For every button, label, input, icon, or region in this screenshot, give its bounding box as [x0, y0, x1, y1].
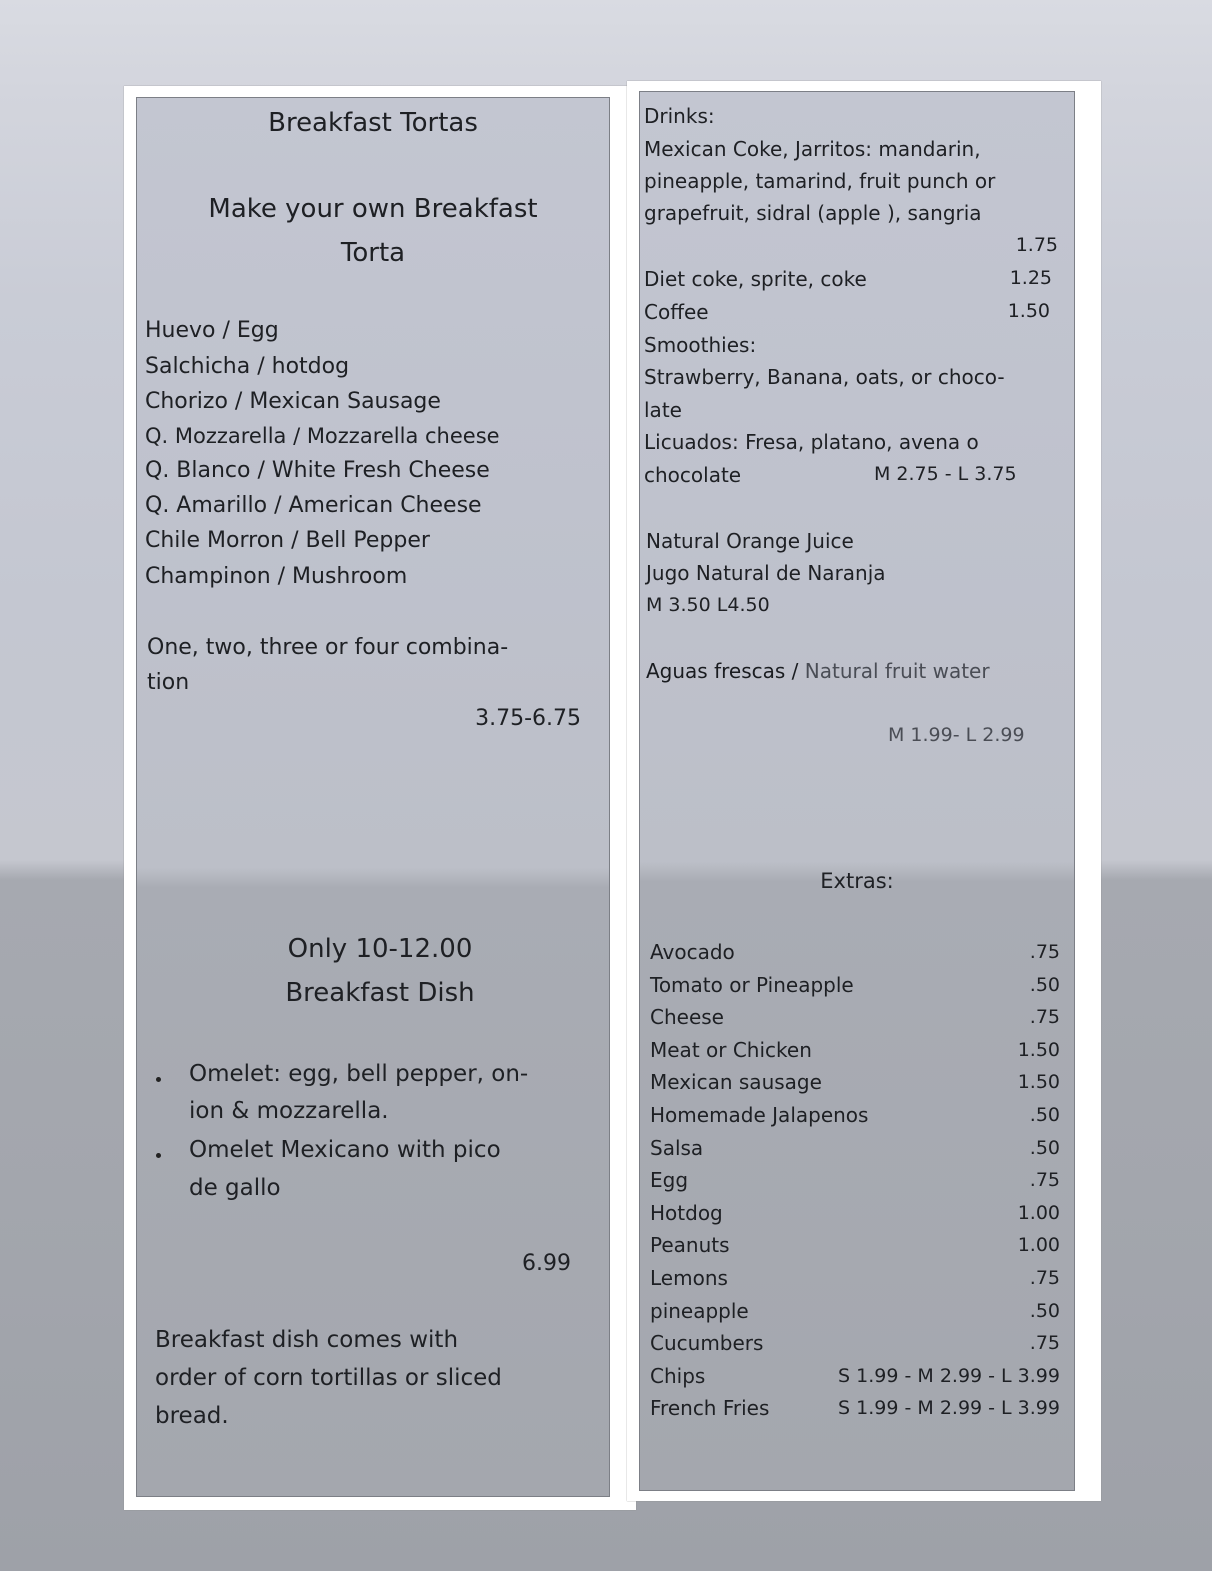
- coffee-label: Coffee: [644, 300, 709, 324]
- licuados-price: M 2.75 - L 3.75: [874, 463, 1017, 485]
- extra-item-name: Cucumbers: [650, 1331, 764, 1355]
- extra-item-name: Salsa: [650, 1136, 704, 1160]
- extra-item-name: Tomato or Pineapple: [650, 973, 854, 997]
- licuados-text: Licuados: Fresa, platano, avena o: [644, 430, 979, 454]
- licuados-text: chocolate: [644, 463, 742, 487]
- extra-item-name: Mexican sausage: [650, 1070, 822, 1094]
- extra-item-price: .50: [1029, 1104, 1060, 1126]
- section-title-breakfast-tortas: Breakfast Tortas: [268, 108, 478, 138]
- right-menu-panel-inner: [639, 91, 1075, 1491]
- drinks-header: Drinks:: [644, 104, 715, 128]
- extra-item-name: Egg: [650, 1168, 689, 1192]
- extra-item-price: 1.50: [1017, 1039, 1060, 1061]
- ingredient-item: Q. Blanco / White Fresh Cheese: [145, 458, 490, 483]
- extra-item-price: S 1.99 - M 2.99 - L 3.99: [838, 1365, 1060, 1387]
- extra-item-price: 1.00: [1017, 1234, 1060, 1256]
- extra-item-name: pineapple: [650, 1299, 749, 1323]
- aguas-frescas-price: M 1.99- L 2.99: [888, 724, 1025, 746]
- smoothies-header: Smoothies:: [644, 333, 757, 357]
- diet-coke-label: Diet coke, sprite, coke: [644, 267, 867, 291]
- dish-title-breakfast-dish: Breakfast Dish: [285, 978, 475, 1008]
- extra-item-price: .75: [1029, 1332, 1060, 1354]
- extra-item-price: S 1.99 - M 2.99 - L 3.99: [838, 1397, 1060, 1419]
- smoothies-text: Strawberry, Banana, oats, or choco-: [644, 365, 1005, 389]
- ingredient-item: Chile Morron / Bell Pepper: [145, 528, 430, 553]
- subtitle-make-your-own: Make your own Breakfast: [208, 194, 538, 224]
- drinks-text: Mexican Coke, Jarritos: mandarin,: [644, 137, 981, 161]
- extras-header: Extras:: [820, 869, 894, 893]
- drinks-price: 1.75: [1015, 234, 1058, 256]
- extra-item-name: French Fries: [650, 1396, 770, 1420]
- combination-price: 3.75-6.75: [475, 706, 581, 731]
- dish-title-hours: Only 10-12.00: [287, 934, 473, 964]
- ingredient-item: Chorizo / Mexican Sausage: [145, 389, 441, 414]
- extra-item-name: Lemons: [650, 1266, 728, 1290]
- dish-note: bread.: [155, 1403, 229, 1429]
- extra-item-price: .75: [1029, 941, 1060, 963]
- bullet-icon: [156, 1153, 161, 1158]
- subtitle-torta: Torta: [340, 238, 406, 268]
- dish-price: 6.99: [522, 1251, 571, 1276]
- orange-juice-label: Natural Orange Juice: [646, 529, 854, 553]
- extra-item-price: .75: [1029, 1267, 1060, 1289]
- ingredient-item: Q. Amarillo / American Cheese: [145, 493, 482, 518]
- orange-juice-price: M 3.50 L4.50: [646, 594, 770, 616]
- extra-item-name: Meat or Chicken: [650, 1038, 812, 1062]
- dish-note: order of corn tortillas or sliced: [155, 1365, 502, 1391]
- extra-item-name: Cheese: [650, 1005, 724, 1029]
- extra-item-price: 1.50: [1017, 1071, 1060, 1093]
- left-menu-panel: [124, 86, 636, 1510]
- extra-item-name: Peanuts: [650, 1233, 730, 1257]
- aguas-frescas-label: [646, 659, 990, 683]
- dish-item-text: ion & mozzarella.: [189, 1098, 389, 1124]
- extra-item-name: Homemade Jalapenos: [650, 1103, 869, 1127]
- extra-item-price: .50: [1029, 1300, 1060, 1322]
- bullet-icon: [156, 1077, 161, 1082]
- aguas-frescas-label-es: Aguas frescas /: [646, 659, 799, 683]
- coffee-price: 1.50: [1007, 300, 1050, 322]
- dish-item-text: Omelet: egg, bell pepper, on-: [189, 1061, 529, 1087]
- right-menu-panel: [627, 81, 1101, 1501]
- ingredient-item: Salchicha / hotdog: [145, 354, 350, 379]
- smoothies-text: late: [644, 398, 682, 422]
- left-menu-panel-inner: [136, 97, 610, 1497]
- extra-item-price: .50: [1029, 1137, 1060, 1159]
- diet-coke-price: 1.25: [1009, 267, 1052, 289]
- extra-item-name: Hotdog: [650, 1201, 723, 1225]
- ingredient-item: Huevo / Egg: [145, 318, 279, 343]
- ingredient-item: Champinon / Mushroom: [145, 564, 408, 589]
- extra-item-price: .75: [1029, 1006, 1060, 1028]
- extra-item-name: Chips: [650, 1364, 706, 1388]
- combination-text: One, two, three or four combina-: [147, 635, 509, 660]
- orange-juice-label-es: Jugo Natural de Naranja: [646, 561, 886, 585]
- combination-text: tion: [147, 670, 190, 695]
- drinks-text: grapefruit, sidral (apple ), sangria: [644, 201, 982, 225]
- ingredient-item: Q. Mozzarella / Mozzarella cheese: [145, 424, 500, 448]
- aguas-frescas-label-en: Natural fruit water: [798, 659, 990, 683]
- extra-item-price: 1.00: [1017, 1202, 1060, 1224]
- dish-item-text: Omelet Mexicano with pico: [189, 1137, 501, 1163]
- drinks-text: pineapple, tamarind, fruit punch or: [644, 169, 996, 193]
- extra-item-name: Avocado: [650, 940, 735, 964]
- dish-item-text: de gallo: [189, 1175, 281, 1201]
- dish-note: Breakfast dish comes with: [155, 1327, 459, 1353]
- extra-item-price: .75: [1029, 1169, 1060, 1191]
- extra-item-price: .50: [1029, 974, 1060, 996]
